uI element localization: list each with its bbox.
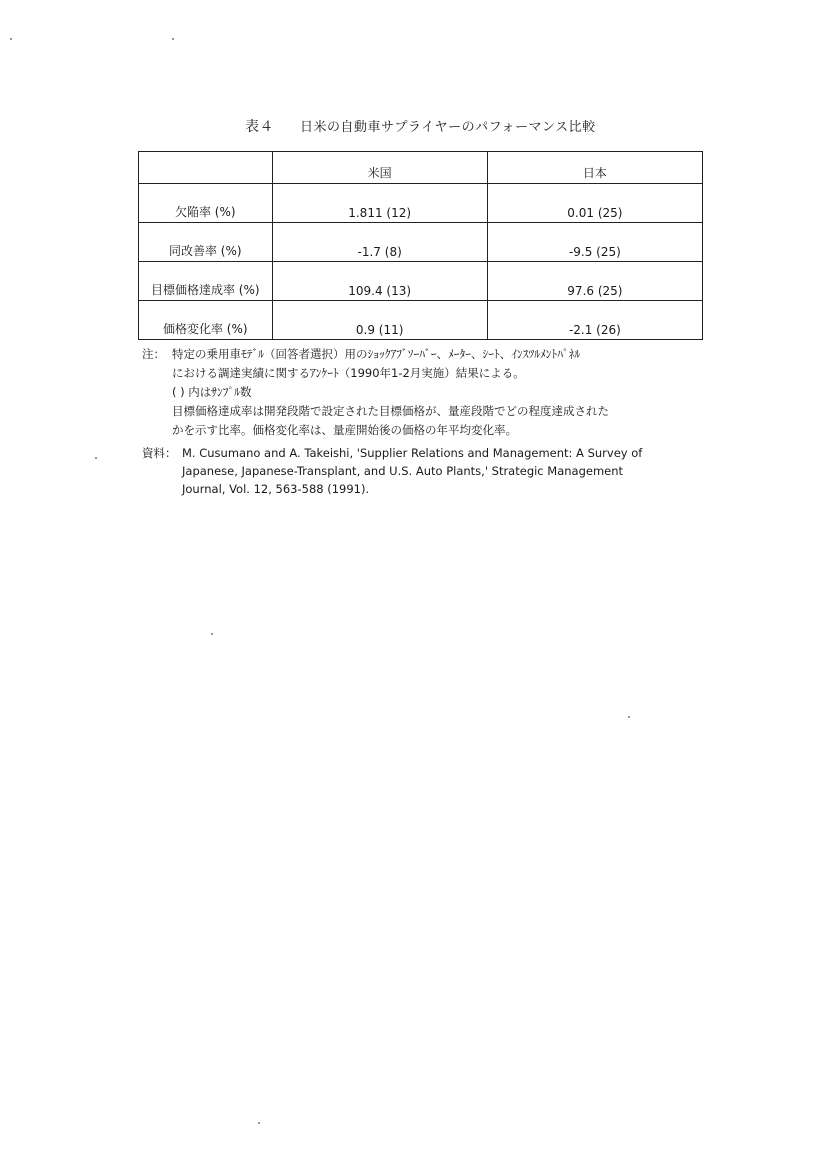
table-title: 日米の自動車サプライヤーのパフォーマンス比較	[300, 120, 596, 135]
source-citation	[142, 444, 722, 498]
header-cell-empty	[139, 152, 273, 184]
note-text: かを示す比率。価格変化率は、量産開始後の価格の年平均変化率。	[172, 423, 517, 437]
cell-us: 109.4 (13)	[272, 262, 487, 301]
note-line	[142, 402, 722, 421]
scan-speck	[95, 457, 97, 459]
row-label: 目標価格達成率 (%)	[139, 262, 273, 301]
table-row	[139, 301, 703, 340]
cell-japan: 97.6 (25)	[487, 262, 702, 301]
scan-speck	[10, 38, 12, 40]
notes-label: 注：	[142, 347, 165, 361]
note-line	[142, 364, 722, 383]
note-line	[142, 383, 722, 402]
table-notes	[142, 345, 722, 440]
cell-japan: -2.1 (26)	[487, 301, 702, 340]
source-line	[142, 444, 722, 462]
cell-us: 1.811 (12)	[272, 184, 487, 223]
source-line	[142, 462, 722, 480]
table-row	[139, 262, 703, 301]
source-label: 資料：	[142, 446, 177, 460]
table-row	[139, 184, 703, 223]
source-text: M. Cusumano and A. Takeishi, 'Supplier Relations and Management: A Survey of	[182, 446, 643, 460]
note-line	[142, 421, 722, 440]
scan-speck	[628, 716, 630, 718]
scan-speck	[211, 633, 213, 635]
cell-japan: -9.5 (25)	[487, 223, 702, 262]
note-line	[142, 345, 722, 364]
scan-speck	[258, 1122, 260, 1124]
row-label: 同改善率 (%)	[139, 223, 273, 262]
comparison-table	[138, 151, 703, 340]
source-text: Japanese, Japanese-Transplant, and U.S. Auto Plants,' Strategic Management	[182, 464, 624, 478]
note-text: 特定の乗用車ﾓﾃﾞﾙ（回答者選択）用のｼｮｯｸｱﾌﾞｿｰﾊﾞｰ、ﾒｰﾀｰ、ｼｰﾄ、ｲﾝｽﾂﾙﾒﾝﾄﾊﾟﾈﾙ	[172, 347, 581, 361]
row-label: 価格変化率 (%)	[139, 301, 273, 340]
table-caption	[245, 116, 596, 136]
source-line	[142, 480, 722, 498]
scan-speck	[172, 38, 174, 40]
cell-japan: 0.01 (25)	[487, 184, 702, 223]
cell-us: 0.9 (11)	[272, 301, 487, 340]
note-text: における調達実績に関するｱﾝｹｰﾄ（1990年1-2月実施）結果による。	[172, 366, 525, 380]
source-text: Journal, Vol. 12, 563-588 (1991).	[182, 482, 370, 496]
row-label: 欠陥率 (%)	[139, 184, 273, 223]
table-header-row	[139, 152, 703, 184]
note-text: 目標価格達成率は開発段階で設定された目標価格が、量産段階でどの程度達成された	[172, 404, 609, 418]
table-row	[139, 223, 703, 262]
header-cell-us: 米国	[272, 152, 487, 184]
header-cell-japan: 日本	[487, 152, 702, 184]
cell-us: -1.7 (8)	[272, 223, 487, 262]
table-number: 表４	[245, 119, 274, 135]
note-text: ( ) 内はｻﾝﾌﾟﾙ数	[172, 385, 252, 399]
